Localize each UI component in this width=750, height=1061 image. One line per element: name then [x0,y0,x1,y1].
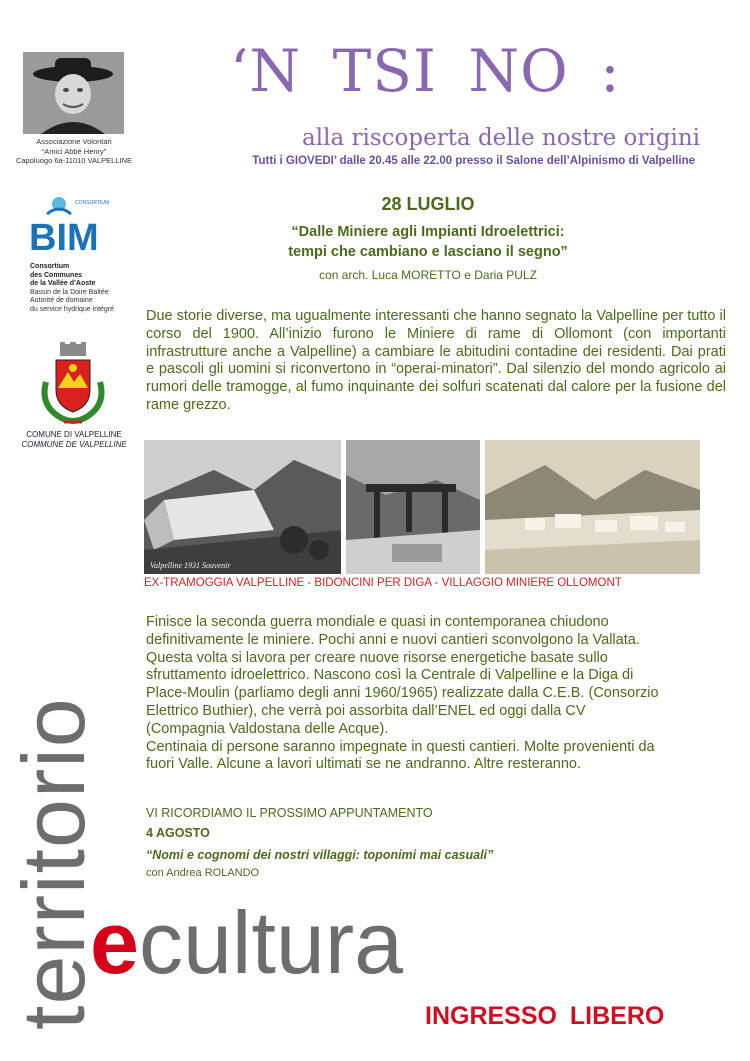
next-appointment-date: 4 AGOSTO [146,826,210,840]
cultura-word: cultura [138,893,404,992]
photo-bidoncini-image [346,440,480,574]
next-appointment-speaker: con Andrea ROLANDO [146,867,260,879]
photo-tramoggia [144,440,341,574]
bim-logo [25,194,115,258]
paragraph-dams-line6: Elettrico Buthier), che verrà poi assorbita dall’ENEL ed oggi dalla CV [146,702,586,719]
comune-label [5,430,143,450]
photo-tramoggia-image [144,440,341,574]
comune-line2: COMMUNE DE VALPELLINE [21,440,127,449]
photo-villaggio [485,440,700,574]
paragraph-dams-line7: (Compagnia Valdostana delle Acque). [146,720,389,737]
schedule-text: Tutti i GIOVEDI’ dalle 20.45 alle 22.00 presso il Salone dell’Alpinismo di Valpelline [252,155,695,167]
paragraph-mines: Due storie diverse, ma ugualmente interessanti che hanno segnato la Valpelline per tutto il corso del 1900. All’inizio furono le Miniere di rame di Ollomont (con importanti infrastrutture anche a Valpelline) a cambiare le abitudini contadine dei residenti. Dai prati e pascoli gli uomini si riconvertono in “operai-minatori”. Dal silenzio del mondo agricolo ai rumori delle tramogge, al fumo inquinante dei solfuri scatenati dal calore per la fusione del rame grezzo. [146,308,726,413]
coat-of-arms-icon [38,342,108,430]
paragraph-dams-line2: definitivamente le miniere. Pochi anni e nuovi cantieri sconvolgono la Vallata. [146,631,640,648]
paragraph-dams [146,614,726,774]
bim-logo-graphic [25,194,115,258]
territorio-wordmark: territorio [4,697,103,1030]
photo-bidoncini [346,440,480,574]
paragraph-dams-line5: Place-Moulin (parliamo degli anni 1960/1965) realizzate dalla C.E.B. (Consorzio [146,685,659,702]
association-info [5,137,143,166]
comune-line1: COMUNE DI VALPELLINE [26,430,122,439]
bim-consortium-small: CONSORTIUM [75,200,110,206]
event-title [150,222,706,262]
paragraph-dams-line4: sfruttamento idroelettrico. Nascono così la Centrale di Valpelline e la Diga di [146,667,634,684]
bim-logo-text: BIM [29,217,99,258]
event-title-line1: “Dalle Miniere agli Impianti Idroelettrici: [291,224,565,240]
bim-line1: Consortium [30,263,70,270]
bim-line4: Bassin de la Doire Baltée [30,288,109,296]
photo-tramoggia-inscription: Valpelline 1931 Souvenir [150,561,231,570]
bim-description [30,263,140,315]
next-appointment-intro: VI RICORDIAMO IL PROSSIMO APPUNTAMENTO [146,806,433,820]
cultura-e-letter: e [90,893,139,992]
coat-of-arms [38,342,108,430]
paragraph-dams-line9: fuori Valle. Alcune a lavori ultimati se ne andranno. Altre resteranno. [146,756,581,773]
association-line3: Capoluogo 6a-11010 VALPELLINE [15,156,133,165]
photo-captions: EX-TRAMOGGIA VALPELLINE - BIDONCINI PER DIGA - VILLAGGIO MINIERE OLLOMONT [144,577,622,589]
paragraph-dams-line3: Questa volta si lavora per creare nuove risorse energetiche basate sullo [146,649,608,666]
cultura-wordmark [90,893,403,993]
event-title-line2: tempi che cambiano e lasciano il segno” [288,244,568,260]
bim-line5: Autorité de domaine [30,297,93,305]
main-title: ‘N TSI NO : [230,37,621,105]
association-line2: “Amici Abbé Henry” [41,146,107,156]
paragraph-dams-line8: Centinaia di persone saranno impegnate in questi cantieri. Molte provenienti da [146,738,655,755]
paragraph-dams-line1: Finisce la seconda guerra mondiale e quasi in contemporanea chiudono [146,614,609,630]
ingresso-libero: INGRESSO LIBERO [425,1002,665,1030]
portrait-photo [23,52,124,134]
photo-villaggio-image [485,440,700,574]
bim-line3: de la Vallée d’Aoste [30,280,96,288]
portrait-image [23,52,124,134]
association-line1: Associazione Volontari [36,137,112,146]
event-speakers: con arch. Luca MORETTO e Daria PULZ [319,268,537,282]
next-appointment-title: “Nomi e cognomi dei nostri villaggi: toponimi mai casuali” [146,848,494,862]
event-date: 28 LUGLIO [381,194,475,214]
subtitle: alla riscoperta delle nostre origini [302,125,700,151]
bim-line2: des Communes [30,271,83,279]
bim-line6: du service hydrique intégré [30,305,115,313]
